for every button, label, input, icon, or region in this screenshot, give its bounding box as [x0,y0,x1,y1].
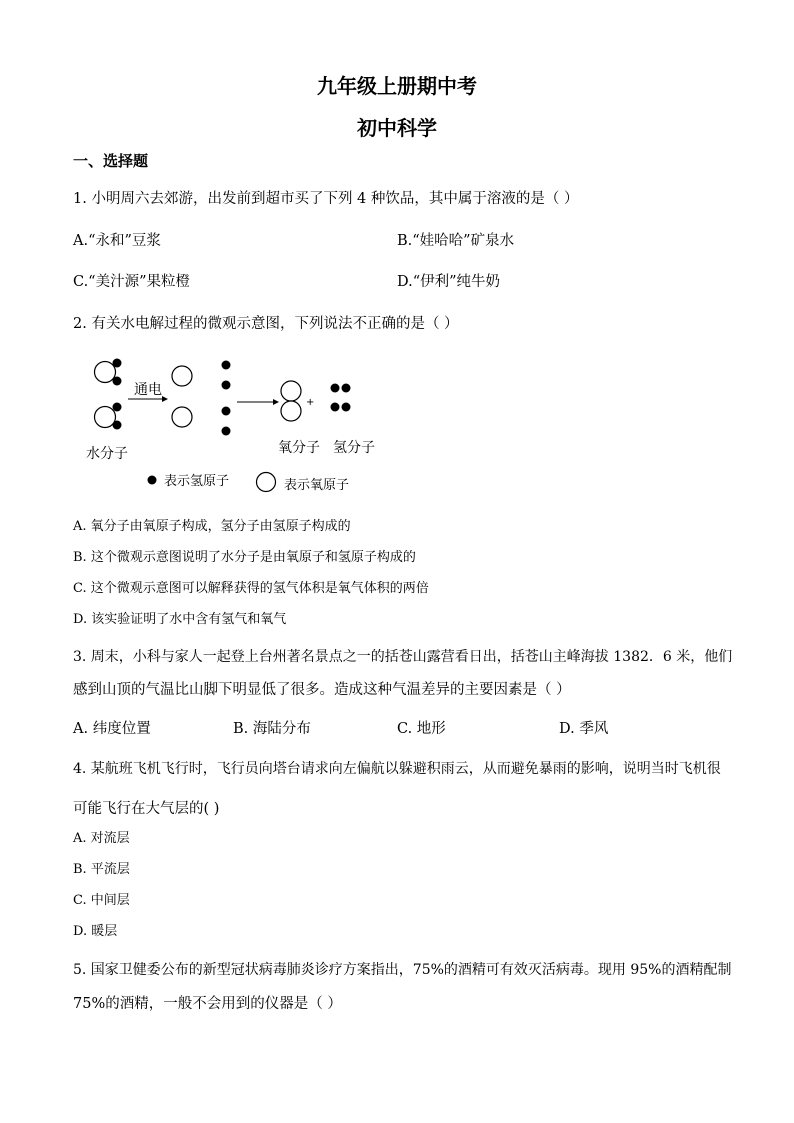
question-3-option-c: C. 地形 [397,721,446,737]
hydrogen-molecules [331,384,351,412]
question-2-option-d: D. 该实验证明了水中含有氢气和氧气 [73,612,287,627]
question-2-option-a: A. 氧分子由氧原子构成，氢分子由氢原子构成的 [73,519,351,534]
oxygen-molecule-label: 氧分子 [278,440,320,456]
question-3-stem-line-1: 3. 周末，小科与家人一起登上台州著名景点之一的括苍山露营看日出，括苍山主峰海拔 1382．6 米，他们 [73,649,733,665]
plus-sign: + [306,397,315,408]
legend-oxygen-label: 表示氧原子 [284,478,350,493]
question-4-stem-line-1: 4. 某航班飞机飞行时，飞行员向塔台请求向左偏航以躲避积雨云，从而避免暴雨的影响，说明当时飞机很 [73,761,721,777]
page-title: 九年级上册期中考 [317,74,477,98]
oxygen-atom [172,407,192,427]
oxygen-atom [172,366,192,386]
arrow-label: 通电 [134,382,162,398]
question-5-stem-line-1: 5. 国家卫健委公布的新型冠状病毒肺炎诊疗方案指出，75%的酒精可有效灭活病毒。现用 95%的酒精配制 [73,962,732,978]
question-3-option-b: B. 海陆分布 [233,721,311,737]
water-molecule-top [95,359,122,386]
question-4-stem-line-2: 可能飞行在大气层的( ) [73,801,220,817]
question-1-option-d: D.“伊利”纯牛奶 [397,274,501,290]
question-3-stem-line-2: 感到山顶的气温比山脚下明显低了很多。造成这种气温差异的主要因素是（ ） [73,682,571,698]
question-3-option-d: D. 季风 [559,721,609,737]
question-4-option-d: D. 暖层 [73,924,118,939]
page-subtitle: 初中科学 [357,116,437,140]
hydrogen-atom [222,427,231,436]
question-4-option-c: C. 中间层 [73,893,130,908]
hydrogen-atom [222,407,231,416]
oxygen-molecule [281,381,301,421]
hydrogen-atom [222,381,231,390]
question-2-option-b: B. 这个微观示意图说明了水分子是由氧原子和氢原子构成的 [73,550,416,565]
question-2-option-c: C. 这个微观示意图可以解释获得的氢气体积是氧气体积的两倍 [73,581,429,596]
question-2-stem: 2. 有关水电解过程的微观示意图，下列说法不正确的是（ ） [73,316,459,332]
question-4-option-a: A. 对流层 [73,831,130,846]
question-1-option-b: B.“娃哈哈”矿泉水 [397,233,515,249]
question-1-option-a: A.“永和”豆浆 [73,233,161,249]
question-1-stem: 1. 小明周六去郊游，出发前到超市买了下列 4 种饮品，其中属于溶液的是（ ） [73,191,579,207]
hydrogen-molecule-label: 氢分子 [333,440,375,456]
legend-oxygen-symbol [257,473,276,492]
section-title: 一、选择题 [73,152,149,170]
question-3-option-a: A. 纬度位置 [73,721,151,737]
hydrogen-atom [222,361,231,370]
legend-hydrogen-label: 表示氢原子 [164,474,230,489]
question-4-option-b: B. 平流层 [73,862,130,877]
water-molecule-label: 水分子 [86,446,128,462]
water-molecule-bottom [95,403,122,430]
legend-hydrogen-symbol [148,476,157,485]
question-1-option-c: C.“美汁源”果粒橙 [73,274,191,290]
question-5-stem-line-2: 75%的酒精，一般不会用到的仪器是（ ） [73,996,342,1012]
electrolysis-diagram [0,345,794,505]
